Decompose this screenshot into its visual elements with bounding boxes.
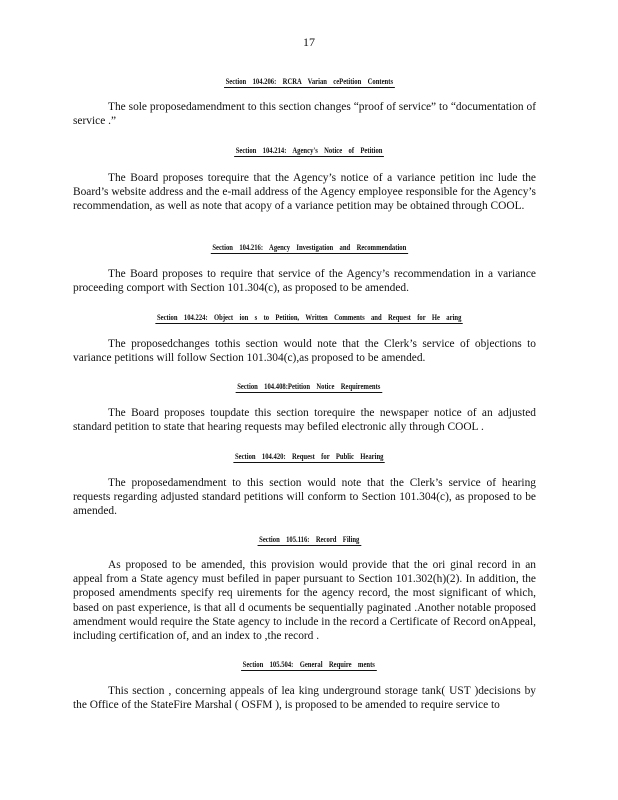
section-paragraph: This section , concerning appeals of lea king underground storage tank( UST )decisions by the Office of the StateFire Marshal ( OSFM ), is proposed to be amended to require service to [73,685,536,712]
section-paragraph: The sole proposedamendment to this section changes “proof of service” to “documentation of service .” [73,101,536,128]
section-heading: Section 104.206: RCRA Varian cePetition Contents [225,76,393,86]
section-paragraph: The proposedchanges tothis section would note that the Clerk’s service of objections to variance petitions will follow Section 101.304(c),as proposed to be amended. [73,338,536,365]
section-heading: Section 104.420: Request for Public Hearing [234,451,384,461]
section-heading: Section 104.224: Object ion s to Petition, Written Comments and Request for He aring [156,312,462,322]
section-heading: Section 104.214: Agency's Notice of Petition [235,145,383,155]
section-paragraph: The Board proposes toupdate this section torequire the newspaper notice of an adjusted standard petition to state that hearing requests may befiled electronic ally through COOL . [73,407,536,434]
section-paragraph: The proposedamendment to this section would note that the Clerk’s service of hearing requests regarding adjusted standard petitions will conform to Section 101.304(c), as proposed to be amended. [73,477,536,518]
section-paragraph: The Board proposes torequire that the Agency’s notice of a variance petition inc lude the Board’s website address and the e-mail address of the Agency employee responsible for the Agency’s recommendation, as well as note that acopy of a variance petition may be obtained through COOL. [73,172,536,213]
page-number: 17 [303,35,315,49]
section-heading: Section 105.116: Record Filing [258,534,360,544]
section-paragraph: The Board proposes to require that service of the Agency’s recommendation in a variance proceeding comport with Section 101.304(c), as proposed to be amended. [73,268,536,295]
section-heading: Section 104.216: Agency Investigation and Recommendation [212,242,406,252]
section-heading: Section 105.504: General Require ments [242,659,376,669]
section-paragraph: As proposed to be amended, this provision would provide that the ori ginal record in an appeal from a State agency must befiled in paper pursuant to Section 101.302(h)(2). In addition, the proposed amendments specify req uirements for the agency record, the most significant of which, based on past experience, is that all d ocuments be sequentially paginated .Another notable proposed amendment would require the State agency to include in the record a Certificate of Record onAppeal, including certification of, and an index to ,the record . [73,559,536,643]
section-heading: Section 104.408:Petition Notice Requirements [237,381,381,391]
